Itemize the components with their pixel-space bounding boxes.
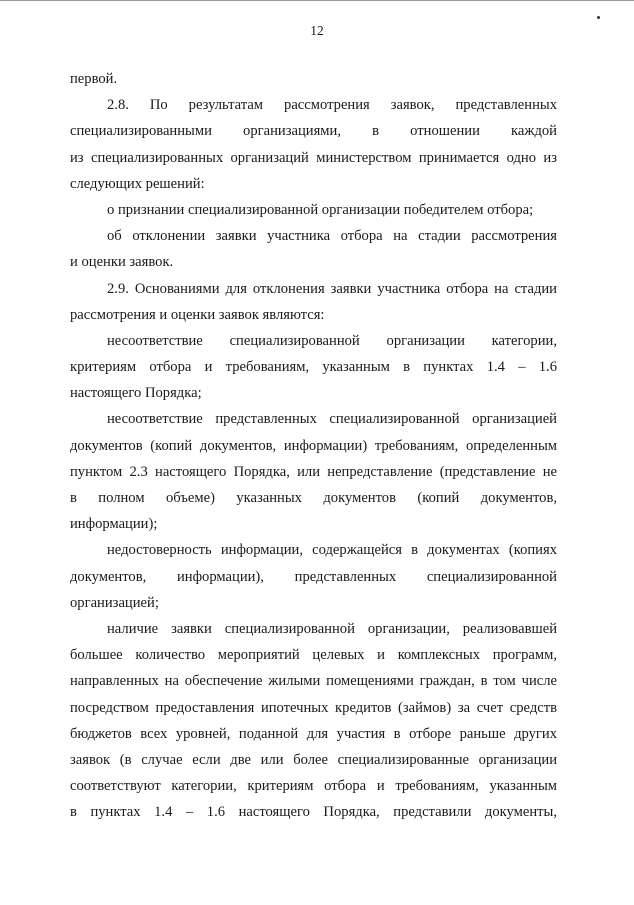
text-line: большее количество мероприятий целевых и комплексных программ,: [70, 647, 557, 664]
scan-top-edge: [0, 0, 634, 1]
text-line: соответствуют категории, критериям отбора и требованиям, указанным: [70, 778, 557, 795]
text-line: об отклонении заявки участника отбора на стадии рассмотрения: [107, 228, 557, 245]
text-line: 2.8. По результатам рассмотрения заявок, представленных: [107, 97, 557, 114]
text-line: из специализированных организаций министерством принимается одно из: [70, 149, 557, 166]
document-body: [70, 66, 557, 825]
text-line: несоответствие специализированной организации категории,: [107, 332, 557, 349]
scan-artifact-dot: [597, 16, 600, 19]
text-line: в пунктах 1.4 – 1.6 настоящего Порядка, представили документы,: [70, 804, 557, 821]
text-line: в полном объеме) указанных документов (копий документов,: [70, 490, 557, 506]
text-line: о признании специализированной организации победителем отбора;: [107, 201, 534, 218]
text-line: направленных на обеспечение жилыми помещениями граждан, в том числе: [70, 673, 557, 690]
text-line: следующих решений:: [70, 175, 205, 192]
page-number: 12: [310, 23, 324, 38]
text-line: рассмотрения и оценки заявок являются:: [70, 306, 325, 323]
text-line: документов, информации), представленных специализированной: [70, 568, 557, 585]
text-line: заявок (в случае если две или более специализированные организации: [70, 751, 557, 768]
text-line: первой.: [70, 71, 118, 87]
text-line: специализированными организациями, в отношении каждой: [70, 123, 557, 140]
text-line: наличие заявки специализированной организации, реализовавшей: [107, 620, 557, 637]
text-line: организацией;: [70, 594, 159, 611]
text-line: пунктом 2.3 настоящего Порядка, или непредставление (представление не: [70, 463, 557, 480]
text-line: несоответствие представленных специализированной организацией: [107, 411, 557, 428]
text-line: настоящего Порядка;: [70, 385, 202, 402]
text-line: и оценки заявок.: [70, 254, 174, 271]
text-line: бюджетов всех уровней, поданной для участия в отборе раньше других: [70, 725, 557, 742]
text-line: 2.9. Основаниями для отклонения заявки участника отбора на стадии: [107, 280, 557, 297]
text-line: документов (копий документов, информации) требованиям, определенным: [70, 437, 557, 454]
text-line: информации);: [70, 516, 158, 533]
text-line: критериям отбора и требованиям, указанным в пунктах 1.4 – 1.6: [70, 359, 557, 376]
text-line: недостоверность информации, содержащейся в документах (копиях: [107, 542, 557, 559]
text-line: посредством предоставления ипотечных кредитов (займов) за счет средств: [70, 699, 557, 716]
